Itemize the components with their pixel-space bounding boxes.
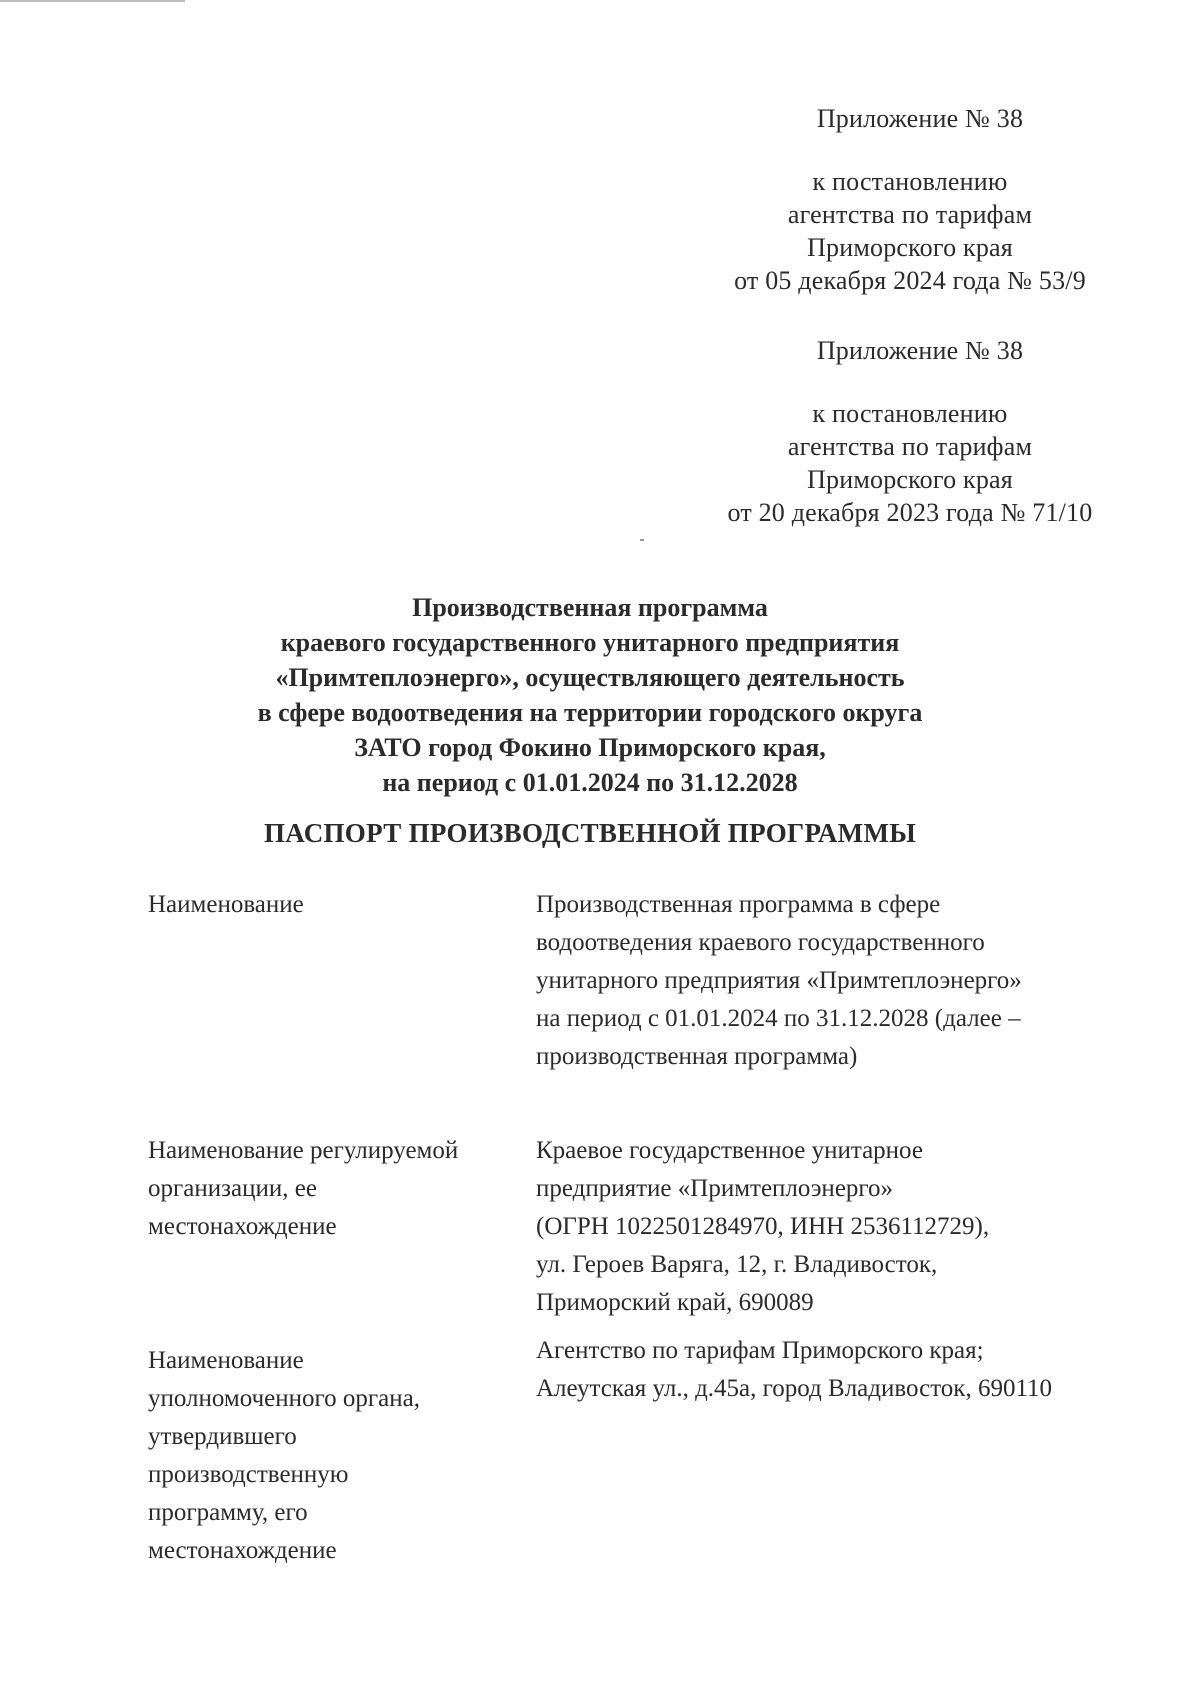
value-line: Краевое государственное унитарное — [536, 1137, 923, 1164]
label-line: Наименование — [148, 891, 304, 918]
value-line: водоотведения краевого государственного — [536, 929, 985, 956]
appendix-line: к постановлению — [812, 399, 1008, 428]
passport-heading: ПАСПОРТ ПРОИЗВОДСТВЕННОЙ ПРОГРАММЫ — [263, 818, 917, 848]
program-title-line: Производственная программа — [412, 593, 768, 622]
value-line: производственная программа) — [536, 1043, 858, 1070]
appendix-line: к постановлению — [812, 167, 1008, 196]
label-line: местонахождение — [148, 1213, 337, 1240]
program-title — [220, 590, 960, 800]
appendix-block-current — [700, 102, 1120, 297]
appendix-block-previous — [700, 334, 1120, 529]
value-line: Приморский край, 690089 — [536, 1289, 814, 1316]
program-title-line: «Примтеплоэнерго», осуществляющего деятельность — [275, 663, 905, 692]
label-line: уполномоченного органа, — [148, 1385, 420, 1412]
passport-row-label — [148, 1132, 508, 1246]
program-title-line: краевого государственного унитарного предприятия — [280, 628, 900, 657]
scan-edge-mark — [0, 0, 185, 2]
label-line: программу, его — [148, 1499, 308, 1526]
value-line: унитарного предприятия «Примтеплоэнерго» — [536, 967, 1022, 994]
program-title-line: на период с 01.01.2024 по 31.12.2028 — [382, 768, 798, 797]
passport-row-value — [536, 1132, 1136, 1322]
appendix-line: агентства по тарифам — [787, 432, 1033, 461]
value-line: ул. Героев Варяга, 12, г. Владивосток, — [536, 1251, 938, 1278]
label-line: Наименование — [148, 1347, 304, 1374]
passport-row-value — [536, 1332, 1136, 1408]
label-line: организации, ее — [148, 1175, 317, 1202]
value-line: предприятие «Примтеплоэнерго» — [536, 1175, 894, 1202]
appendix-line: от 20 декабря 2023 года № 71/10 — [727, 498, 1093, 527]
appendix-line: от 05 декабря 2024 года № 53/9 — [734, 266, 1086, 295]
value-line: на период с 01.01.2024 по 31.12.2028 (далее – — [536, 1005, 1021, 1032]
value-line: (ОГРН 1022501284970, ИНН 2536112729), — [536, 1213, 990, 1240]
label-line: Наименование регулируемой — [148, 1137, 459, 1164]
appendix-title: Приложение № 38 — [816, 336, 1024, 365]
passport-row-label — [148, 1342, 508, 1570]
passport-row-label — [148, 886, 508, 924]
value-line: Агентство по тарифам Приморского края; — [536, 1337, 984, 1364]
label-line: производственную — [148, 1461, 349, 1488]
value-line: Производственная программа в сфере — [536, 891, 941, 918]
appendix-line: Приморского края — [807, 233, 1013, 262]
program-title-line: ЗАТО город Фокино Приморского края, — [354, 733, 826, 762]
value-line: Алеутская ул., д.45а, город Владивосток, 690110 — [536, 1375, 1053, 1402]
passport-row-value — [536, 886, 1136, 1076]
program-title-line: в сфере водоотведения на территории городского округа — [257, 698, 923, 727]
appendix-line: агентства по тарифам — [787, 200, 1033, 229]
label-line: местонахождение — [148, 1537, 337, 1564]
label-line: утвердившего — [148, 1423, 297, 1450]
appendix-line: Приморского края — [807, 465, 1013, 494]
scan-speck — [640, 539, 644, 541]
appendix-title: Приложение № 38 — [816, 104, 1024, 133]
